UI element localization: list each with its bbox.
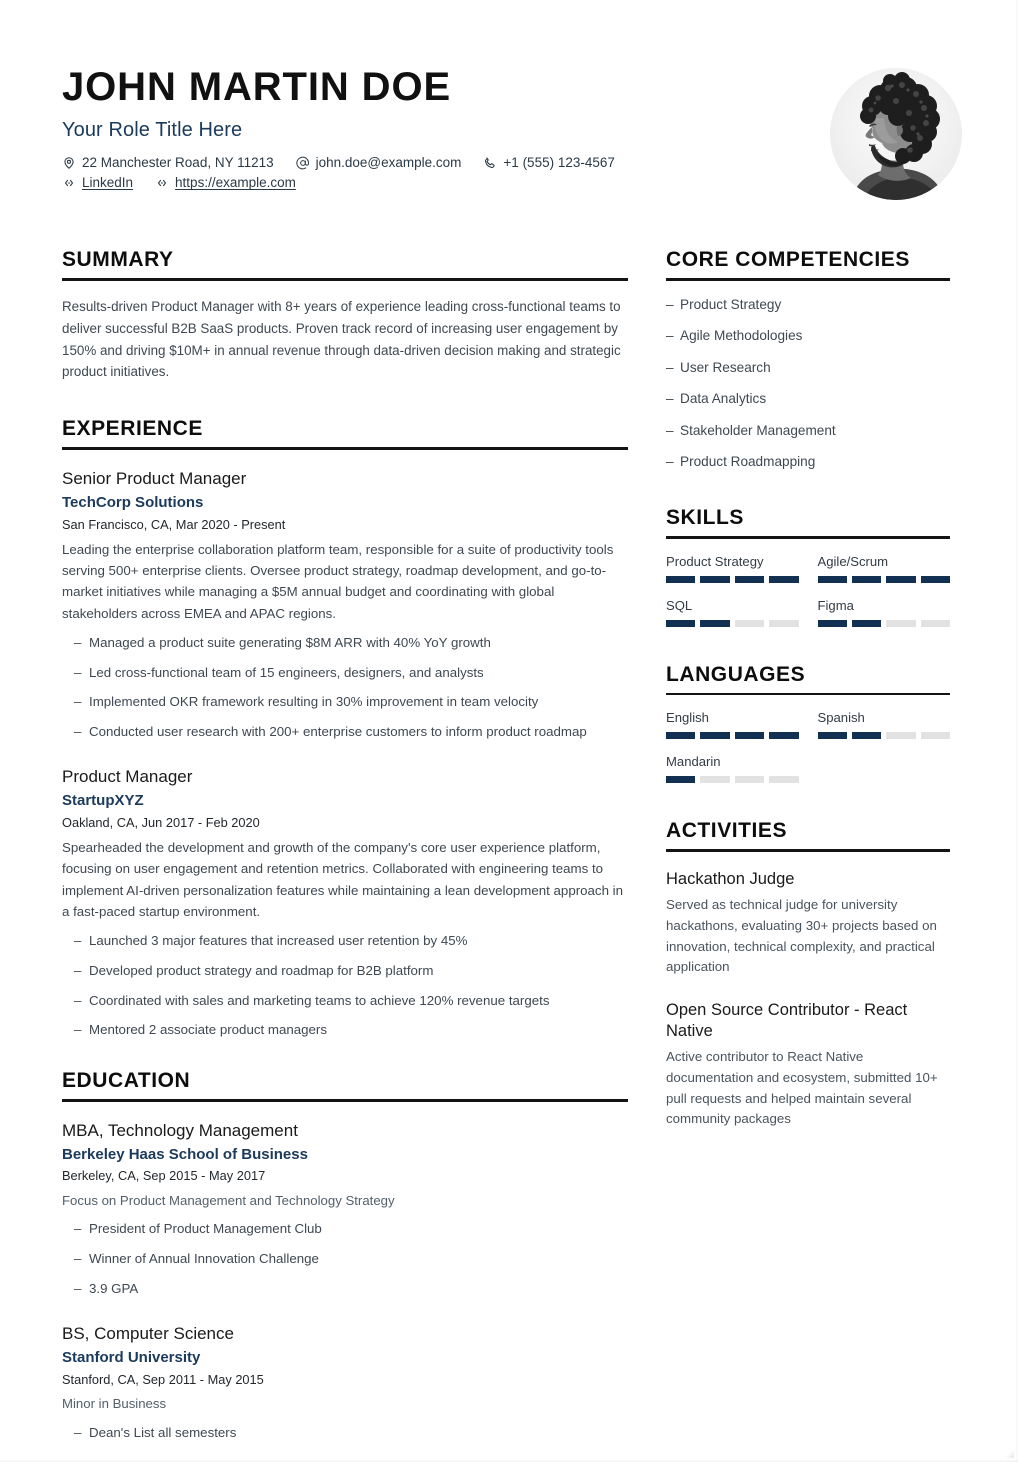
role-title: Your Role Title Here	[62, 119, 243, 142]
section-title-skills: SKILLS	[666, 505, 744, 529]
meter-segment-empty	[886, 620, 915, 627]
meter-segment-filled	[735, 732, 764, 739]
contact-website[interactable]	[155, 176, 296, 190]
section-skills	[666, 506, 950, 641]
language-item	[666, 753, 799, 783]
education-entry	[62, 1323, 628, 1443]
list-item: – Product Roadmapping	[666, 452, 950, 471]
list-item: – Data Analytics	[666, 389, 950, 408]
section-divider	[666, 536, 950, 539]
job-bullets	[62, 633, 628, 742]
meter-segment-filled	[852, 620, 881, 627]
education-meta: Stanford, CA, Sep 2011 - May 2015	[62, 1371, 264, 1387]
skill-level-bar	[818, 576, 951, 583]
activity-description: Served as technical judge for university hackathons, evaluating 30+ projects based on innovation, technical complexity, and practical application	[666, 897, 937, 975]
section-experience	[62, 417, 628, 1041]
meter-segment-filled	[769, 576, 798, 583]
skill-label: Product Strategy	[666, 553, 764, 569]
location-pin-icon	[62, 156, 76, 170]
skill-item	[666, 597, 799, 627]
education-meta: Berkeley, CA, Sep 2015 - May 2017	[62, 1168, 266, 1184]
job-role: Senior Product Manager	[62, 469, 247, 488]
job-role: Product Manager	[62, 767, 193, 787]
language-label: Mandarin	[666, 754, 721, 770]
meter-segment-filled	[921, 576, 950, 583]
section-divider	[62, 1099, 628, 1102]
list-item: – Mentored 2 associate product managers	[62, 1020, 628, 1041]
activity-entry	[666, 869, 950, 978]
at-sign-icon	[296, 156, 310, 170]
skill-item	[818, 597, 951, 627]
meter-segment-filled	[818, 576, 847, 583]
meter-segment-empty	[735, 620, 764, 627]
education-entry	[62, 1120, 628, 1299]
school-name: Stanford University	[62, 1349, 201, 1367]
section-title-experience: EXPERIENCE	[62, 416, 203, 440]
skill-item	[818, 553, 951, 583]
languages-grid	[666, 709, 950, 797]
header-text-block	[62, 66, 662, 196]
section-divider	[62, 278, 628, 281]
meter-segment-filled	[666, 776, 695, 783]
avatar	[830, 68, 962, 200]
job-description: Leading the enterprise collaboration platform team, responsible for a suite of productivity tools serving 500+ enterprise clients. Oversee product strategy, roadmap development, and go-to-market initiatives while managing a $5M annual budget and coordinating with global stakeholders across EMEA and APAC regions.	[62, 541, 614, 621]
profile-photo-graphic	[830, 68, 962, 200]
job-meta: San Francisco, CA, Mar 2020 - Present	[62, 516, 286, 532]
language-label: Spanish	[817, 710, 865, 726]
phone-icon	[483, 156, 497, 170]
section-title-summary: SUMMARY	[62, 248, 174, 271]
contact-address	[62, 156, 274, 170]
meter-segment-filled	[818, 732, 847, 739]
meter-segment-empty	[886, 732, 915, 739]
degree-title: MBA, Technology Management	[62, 1120, 298, 1140]
skill-level-bar	[666, 576, 799, 583]
list-item: – Managed a product suite generating $8M ARR with 40% YoY growth	[62, 633, 628, 654]
list-item: – Developed product strategy and roadmap for B2B platform	[62, 961, 628, 982]
language-item	[818, 709, 951, 739]
contact-email[interactable]	[296, 156, 462, 170]
section-summary	[62, 248, 628, 383]
section-languages	[666, 663, 950, 798]
section-divider	[62, 447, 628, 450]
section-divider	[666, 693, 950, 696]
meter-segment-filled	[700, 620, 729, 627]
skill-label: SQL	[666, 597, 693, 613]
activity-title: Hackathon Judge	[666, 870, 795, 888]
list-item: – Conducted user research with 200+ enterprise customers to inform product roadmap	[62, 722, 628, 743]
education-bullets	[62, 1219, 628, 1299]
activity-entry	[666, 1000, 950, 1130]
language-label: English	[666, 710, 709, 726]
skill-item	[666, 553, 799, 583]
contact-details	[62, 156, 662, 190]
contact-line-2	[62, 176, 662, 190]
list-item: – Stakeholder Management	[666, 421, 950, 440]
language-level-bar	[666, 732, 799, 739]
contact-email-text: john.doe@example.com	[315, 155, 462, 171]
meter-segment-filled	[666, 732, 695, 739]
section-education	[62, 1069, 628, 1444]
job-company: TechCorp Solutions	[62, 494, 204, 512]
section-core-competencies	[666, 248, 950, 471]
meter-segment-empty	[921, 732, 950, 739]
contact-address-text: 22 Manchester Road, NY 11213	[82, 155, 274, 171]
list-item: – President of Product Management Club	[62, 1219, 628, 1240]
experience-entry	[62, 766, 628, 1040]
main-column	[62, 248, 628, 1444]
school-name: Berkeley Haas School of Business	[62, 1145, 308, 1163]
meter-segment-filled	[700, 732, 729, 739]
page-corner-mark	[1005, 1449, 1014, 1458]
list-item: – 3.9 GPA	[62, 1279, 628, 1300]
link-icon	[62, 176, 76, 190]
section-activities	[666, 819, 950, 1130]
list-item: – Agile Methodologies	[666, 326, 950, 345]
education-bullets	[62, 1423, 628, 1444]
skill-label: Figma	[817, 597, 854, 613]
section-title-languages: LANGUAGES	[666, 662, 806, 686]
meter-segment-empty	[921, 620, 950, 627]
experience-entry	[62, 468, 628, 742]
contact-phone-text: +1 (555) 123-4567	[503, 155, 615, 171]
meter-segment-filled	[769, 732, 798, 739]
list-item: – Launched 3 major features that increased user retention by 45%	[62, 931, 628, 952]
language-level-bar	[818, 732, 951, 739]
list-item: – Implemented OKR framework resulting in 30% improvement in team velocity	[62, 692, 628, 713]
section-title-education: EDUCATION	[62, 1068, 191, 1092]
meter-segment-filled	[852, 576, 881, 583]
job-bullets	[62, 931, 628, 1040]
meter-segment-empty	[700, 776, 729, 783]
meter-segment-empty	[769, 620, 798, 627]
activity-description: Active contributor to React Native documentation and ecosystem, submitted 10+ pull requests and helped maintain several community packages	[666, 1049, 938, 1127]
contact-line-1	[62, 156, 662, 170]
list-item: – Winner of Annual Innovation Challenge	[62, 1249, 628, 1270]
degree-title: BS, Computer Science	[62, 1324, 234, 1344]
contact-linkedin-text: LinkedIn	[82, 175, 134, 191]
job-meta: Oakland, CA, Jun 2017 - Feb 2020	[62, 814, 260, 830]
job-company: StartupXYZ	[62, 792, 144, 810]
resume-header	[62, 66, 962, 200]
section-title-activities: ACTIVITIES	[666, 819, 788, 843]
activity-title: Open Source Contributor - React Native	[666, 1001, 908, 1041]
sidebar-column	[666, 248, 950, 1130]
language-item	[666, 709, 799, 739]
list-item: – User Research	[666, 358, 950, 377]
education-focus: Minor in Business	[62, 1396, 167, 1412]
page-title: JOHN MARTIN DOE	[62, 65, 452, 109]
link-icon	[155, 176, 169, 190]
contact-website-text: https://example.com	[175, 175, 296, 191]
meter-segment-filled	[666, 576, 695, 583]
section-divider	[666, 278, 950, 281]
list-item: – Led cross-functional team of 15 engineers, designers, and analysts	[62, 663, 628, 684]
skills-grid	[666, 553, 950, 641]
contact-linkedin[interactable]	[62, 176, 133, 190]
meter-segment-empty	[769, 776, 798, 783]
meter-segment-filled	[852, 732, 881, 739]
list-item: – Dean's List all semesters	[62, 1423, 628, 1444]
meter-segment-empty	[735, 776, 764, 783]
list-item: – Coordinated with sales and marketing teams to achieve 120% revenue targets	[62, 991, 628, 1012]
meter-segment-filled	[735, 576, 764, 583]
meter-segment-filled	[886, 576, 915, 583]
language-level-bar	[666, 776, 799, 783]
contact-phone[interactable]	[483, 156, 614, 170]
section-divider	[666, 849, 950, 852]
skill-level-bar	[666, 620, 799, 627]
skill-label: Agile/Scrum	[817, 553, 889, 569]
meter-segment-filled	[700, 576, 729, 583]
meter-segment-filled	[666, 620, 695, 627]
meter-segment-filled	[818, 620, 847, 627]
education-focus: Focus on Product Management and Technology Strategy	[62, 1192, 395, 1208]
job-description: Spearheaded the development and growth of the company's core user experience platform, focusing on user engagement and retention metrics. Collaborated with engineering teams to implement AI-driven personalization features while maintaining a lean development approach in a fast-paced startup environment.	[62, 840, 624, 920]
summary-text: Results-driven Product Manager with 8+ years of experience leading cross-functional teams to deliver successful B2B SaaS products. Proven track record of increasing user engagement by 150% and driving $10M+ in annual revenue through data-driven decision making and strategic product initiatives.	[62, 299, 621, 380]
section-title-competencies: CORE COMPETENCIES	[666, 248, 910, 271]
skill-level-bar	[818, 620, 951, 627]
competency-list	[666, 295, 950, 472]
list-item: – Product Strategy	[666, 295, 950, 314]
